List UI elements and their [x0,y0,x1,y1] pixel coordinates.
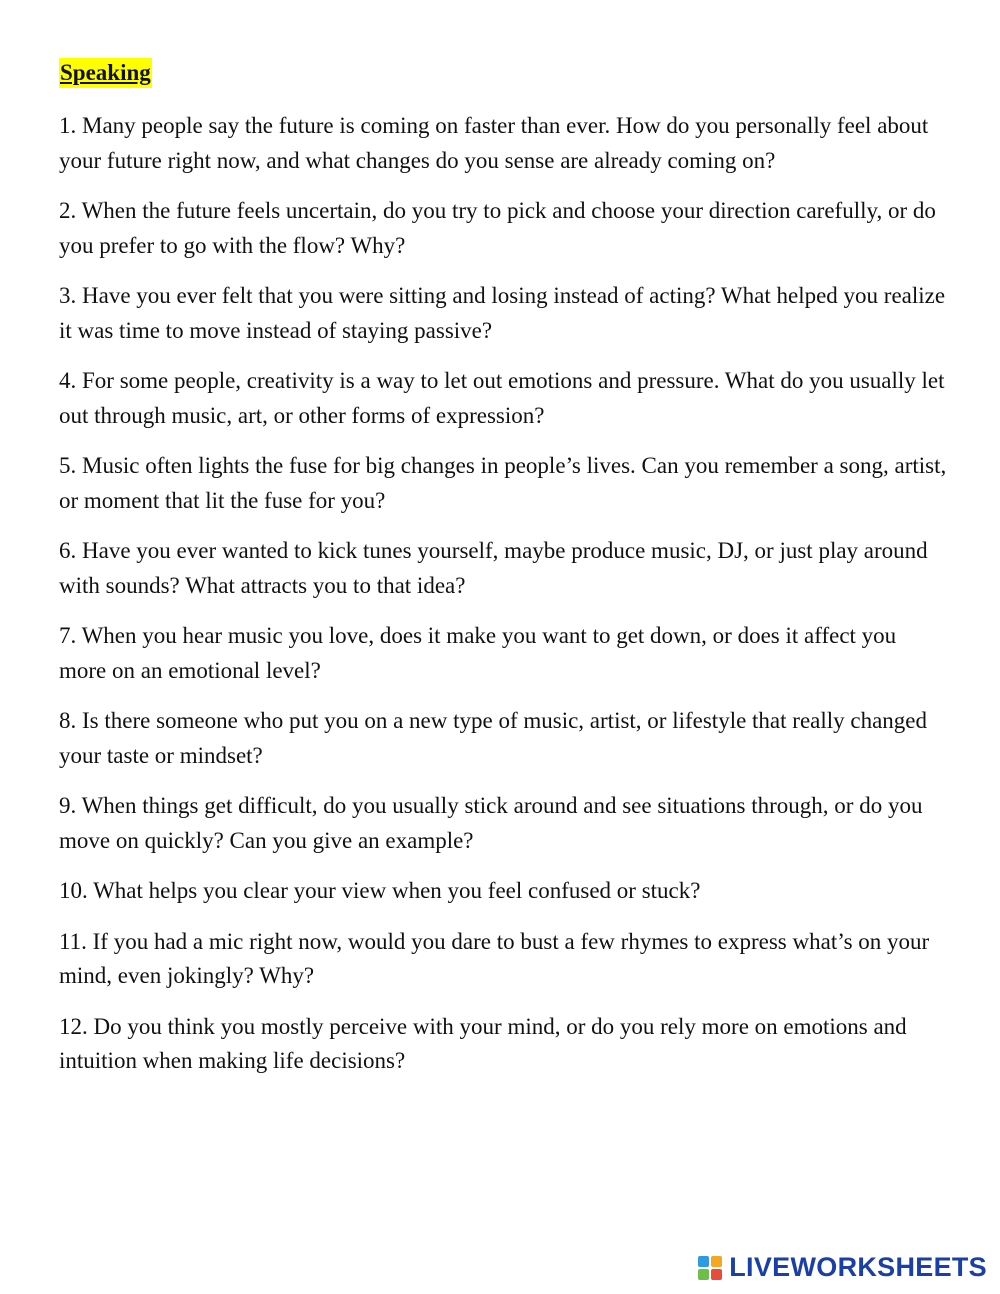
logo-tile-red [711,1269,722,1280]
worksheet-page [59,58,949,1095]
question-list [59,109,949,1079]
question-2: 2. When the future feels uncertain, do you try to pick and choose your direction carefully, or do you prefer to go with the flow? Why? [59,198,936,258]
question-12: 12. Do you think you mostly perceive with your mind, or do you rely more on emotions and intuition when making life decisions? [59,1013,907,1073]
section-heading: Speaking [59,58,152,88]
question-8: 8. Is there someone who put you on a new type of music, artist, or lifestyle that really changed your taste or mindset? [59,708,928,768]
question-9: 9. When things get difficult, do you usually stick around and see situations through, or do you move on quickly? Can you give an example? [59,793,923,853]
liveworksheets-logo-icon [698,1256,722,1280]
logo-tile-blue [698,1256,709,1267]
question-6: 6. Have you ever wanted to kick tunes yourself, maybe produce music, DJ, or just play around with sounds? What attracts you to that idea? [59,538,928,598]
liveworksheets-brand [698,1252,987,1283]
question-11: 11. If you had a mic right now, would you dare to bust a few rhymes to express what’s on your mind, even jokingly? Why? [59,928,930,988]
question-3: 3. Have you ever felt that you were sitting and losing instead of acting? What helped you realize it was time to move instead of staying passive? [59,283,946,343]
question-5: 5. Music often lights the fuse for big changes in people’s lives. Can you remember a song, artist, or moment that lit the fuse for you? [59,453,947,513]
question-7: 7. When you hear music you love, does it make you want to get down, or does it affect you more on an emotional level? [59,623,897,683]
question-10: 10. What helps you clear your view when you feel confused or stuck? [59,878,701,903]
question-4: 4. For some people, creativity is a way to let out emotions and pressure. What do you usually let out through music, art, or other forms of expression? [59,368,945,428]
brand-wordmark: LIVEWORKSHEETS [729,1252,987,1282]
question-1: 1. Many people say the future is coming on faster than ever. How do you personally feel about your future right now, and what changes do you sense are already coming on? [59,113,929,173]
logo-tile-green [698,1269,709,1280]
logo-tile-orange [711,1256,722,1267]
